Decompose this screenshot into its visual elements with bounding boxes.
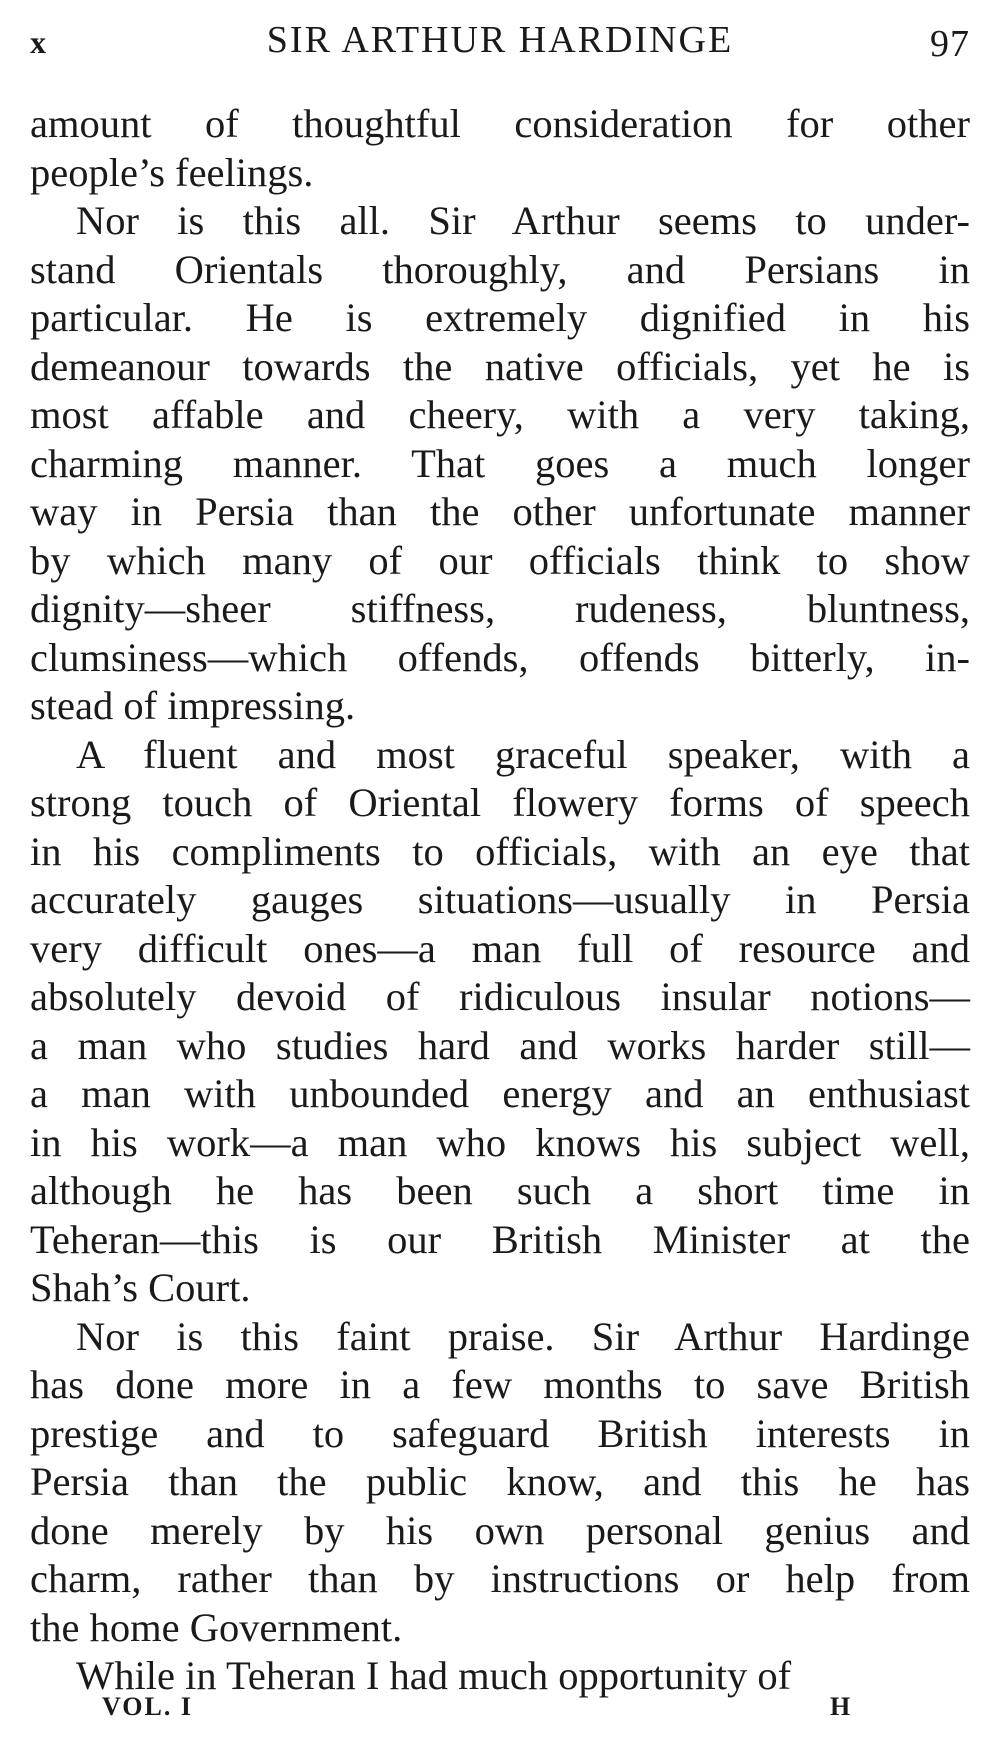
body-text [30, 100, 970, 1701]
volume-mark: VOL. I [102, 1692, 193, 1721]
paragraph [30, 731, 970, 1313]
text-line: dignity—sheer stiffness, rudeness, bluntness, [30, 586, 970, 631]
text-line: Teheran—this is our British Minister at the [30, 1216, 970, 1262]
page-number: 97 [930, 23, 970, 65]
text-line: Nor is this all. Sir Arthur seems to under- [76, 198, 970, 243]
text-line: charm, rather than by instructions or help from [30, 1556, 970, 1601]
text-line: Persia than the public know, and this he has [30, 1459, 970, 1504]
text-line: a man who studies hard and works harder still— [30, 1022, 970, 1068]
running-title: SIR ARTHUR HARDINGE [266, 19, 734, 61]
text-line: particular. He is extremely dignified in his [30, 295, 970, 340]
text-line: Shah’s Court. [30, 1265, 251, 1310]
text-line: in his compliments to officials, with an eye that [30, 828, 970, 874]
text-line: by which many of our officials think to show [30, 537, 970, 583]
text-line: in his work—a man who knows his subject well, [30, 1119, 970, 1165]
text-line: stead of impressing. [30, 683, 356, 728]
text-line: people’s feelings. [30, 149, 314, 195]
text-line: very difficult ones—a man full of resource and [30, 925, 970, 971]
text-line: although he has been such a short time in [30, 1168, 970, 1213]
text-line: way in Persia than the other unfortunate manner [30, 489, 970, 534]
paragraph [30, 197, 970, 731]
text-line: absolutely devoid of ridiculous insular notions— [30, 974, 970, 1019]
text-line: amount of thoughtful consideration for other [30, 101, 970, 146]
text-line: While in Teheran I had much opportunity of [76, 1653, 792, 1698]
text-line: accurately gauges situations—usually in Persia [30, 877, 970, 922]
text-line: A fluent and most graceful speaker, with a [76, 731, 970, 777]
paragraph [30, 1313, 970, 1653]
paragraph [30, 100, 970, 197]
text-line: charming manner. That goes a much longer [30, 440, 970, 486]
text-line: strong touch of Oriental flowery forms of speech [30, 780, 970, 825]
text-line: prestige and to safeguard British interests in [30, 1410, 970, 1456]
text-line: done merely by his own personal genius and [30, 1507, 970, 1553]
page-footer [30, 1692, 970, 1732]
chapter-number: x [30, 24, 47, 60]
signature-mark: H [830, 1692, 853, 1721]
text-line: has done more in a few months to save British [30, 1362, 970, 1407]
text-line: Nor is this faint praise. Sir Arthur Hardinge [76, 1313, 970, 1359]
text-line: clumsiness—which offends, offends bitterly, in- [30, 634, 970, 680]
text-line: the home Government. [30, 1604, 403, 1650]
text-line: a man with unbounded energy and an enthusiast [30, 1071, 970, 1116]
text-line: demeanour towards the native officials, yet he is [30, 343, 970, 389]
text-line: stand Orientals thoroughly, and Persians in [30, 246, 970, 292]
running-head [30, 18, 970, 68]
text-line: most affable and cheery, with a very taking, [30, 392, 970, 437]
